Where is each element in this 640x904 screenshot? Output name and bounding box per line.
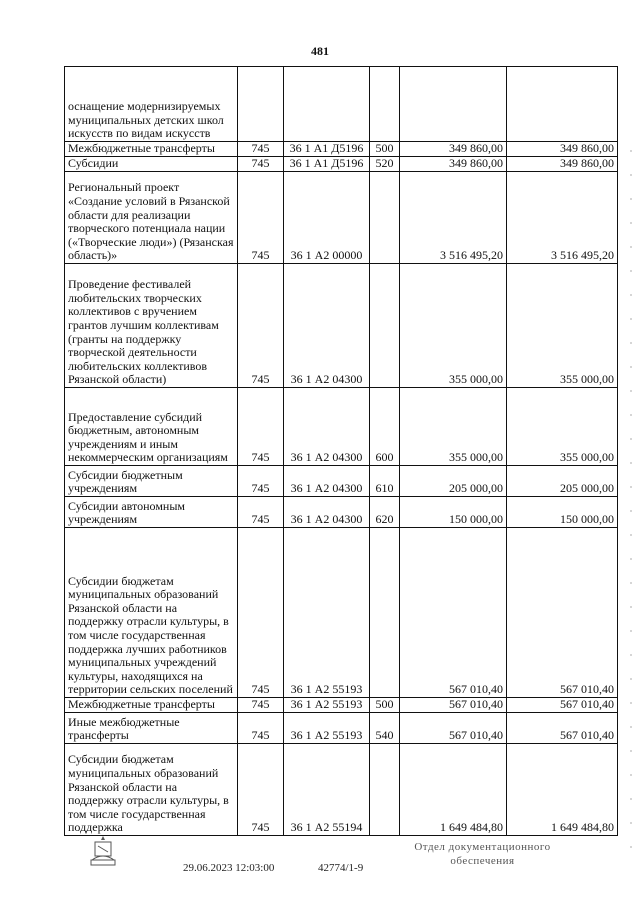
row-vr [370,172,400,264]
table-row [65,172,618,264]
row-csr: 36 1 А2 00000 [284,172,370,264]
row-vr: 540 [370,713,400,744]
row-amount-1: 567 010,40 [400,528,507,698]
row-amount-2 [507,67,618,142]
row-amount-1: 349 860,00 [400,142,507,157]
table-row [65,67,618,142]
row-amount-2: 3 516 495,20 [507,172,618,264]
row-amount-2: 150 000,00 [507,497,618,528]
footer-doc-number: 42774/1-9 [318,862,364,874]
row-vr: 500 [370,142,400,157]
row-amount-1: 1 649 484,80 [400,744,507,836]
row-vr [370,264,400,388]
row-amount-1: 205 000,00 [400,466,507,497]
row-amount-2: 349 860,00 [507,157,618,172]
row-name: Субсидии бюджетным учреждениям [65,466,238,497]
row-code: 745 [238,172,284,264]
row-vr: 620 [370,497,400,528]
row-vr: 600 [370,388,400,466]
row-vr: 610 [370,466,400,497]
row-csr: 36 1 А2 55194 [284,744,370,836]
row-name: Субсидии [65,157,238,172]
table-row [65,698,618,713]
row-amount-1: 355 000,00 [400,388,507,466]
row-name: Иные межбюджетные трансферты [65,713,238,744]
row-amount-1: 3 516 495,20 [400,172,507,264]
row-amount-1: 355 000,00 [400,264,507,388]
row-csr: 36 1 А2 55193 [284,713,370,744]
row-code: 745 [238,744,284,836]
row-amount-1 [400,67,507,142]
row-name: Межбюджетные трансферты [65,698,238,713]
row-code: 745 [238,497,284,528]
row-vr [370,528,400,698]
row-amount-2: 567 010,40 [507,528,618,698]
scan-artifact [630,150,632,850]
row-amount-2: 355 000,00 [507,388,618,466]
row-amount-1: 150 000,00 [400,497,507,528]
row-name: Межбюджетные трансферты [65,142,238,157]
row-code [238,67,284,142]
row-csr: 36 1 А1 Д5196 [284,142,370,157]
table-row [65,528,618,698]
table-row [65,264,618,388]
row-name: Проведение фестивалей любительских творческих коллективов с вручением грантов лучшим коллективам (гранты на поддержку творческой деятельности любительских коллективов Рязанской области) [65,264,238,388]
stamp-line-2: обеспечения [450,855,515,867]
row-csr: 36 1 А1 Д5196 [284,157,370,172]
table-row [65,713,618,744]
table-row [65,157,618,172]
row-amount-2: 567 010,40 [507,713,618,744]
row-vr [370,744,400,836]
page-number: 481 [311,44,329,58]
row-code: 745 [238,388,284,466]
row-amount-2: 567 010,40 [507,698,618,713]
row-name: Региональный проект «Создание условий в Рязанской области для реализации творческого потенциала нации («Творческие люди») (Рязанская область)» [65,172,238,264]
row-csr: 36 1 А2 04300 [284,388,370,466]
row-code: 745 [238,264,284,388]
row-amount-2: 205 000,00 [507,466,618,497]
row-vr: 520 [370,157,400,172]
row-csr: 36 1 А2 55193 [284,528,370,698]
table-row [65,497,618,528]
row-code: 745 [238,528,284,698]
table-row [65,466,618,497]
row-amount-1: 567 010,40 [400,698,507,713]
table-row [65,744,618,836]
row-vr: 500 [370,698,400,713]
row-code: 745 [238,142,284,157]
footer-datetime: 29.06.2023 12:03:00 [183,862,275,874]
row-amount-2: 355 000,00 [507,264,618,388]
row-csr: 36 1 А2 04300 [284,497,370,528]
row-code: 745 [238,157,284,172]
row-csr: 36 1 А2 04300 [284,264,370,388]
row-code: 745 [238,698,284,713]
emblem-icon [86,834,120,868]
row-name: Субсидии бюджетам муниципальных образований Рязанской области на поддержку отрасли культуры, в том числе государственная поддержка [65,744,238,836]
stamp-line-1: Отдел документационного [414,841,551,853]
budget-table [64,66,618,836]
row-code: 745 [238,713,284,744]
row-amount-1: 567 010,40 [400,713,507,744]
row-csr: 36 1 А2 04300 [284,466,370,497]
department-stamp [395,840,570,868]
row-amount-2: 349 860,00 [507,142,618,157]
row-amount-2: 1 649 484,80 [507,744,618,836]
row-vr [370,67,400,142]
row-name: Предоставление субсидий бюджетным, автономным учреждениям и иным некоммерческим организациям [65,388,238,466]
row-name: Субсидии бюджетам муниципальных образований Рязанской области на поддержку отрасли культуры, в том числе государственная поддержка лучших работников муниципальных учреждений культуры, находящихся на территории сельских поселений [65,528,238,698]
table-row [65,142,618,157]
row-csr [284,67,370,142]
row-name: Субсидии автономным учреждениям [65,497,238,528]
row-code: 745 [238,466,284,497]
row-name: оснащение модернизируемых муниципальных детских школ искусств по видам искусств [65,67,238,142]
table-row [65,388,618,466]
row-csr: 36 1 А2 55193 [284,698,370,713]
row-amount-1: 349 860,00 [400,157,507,172]
